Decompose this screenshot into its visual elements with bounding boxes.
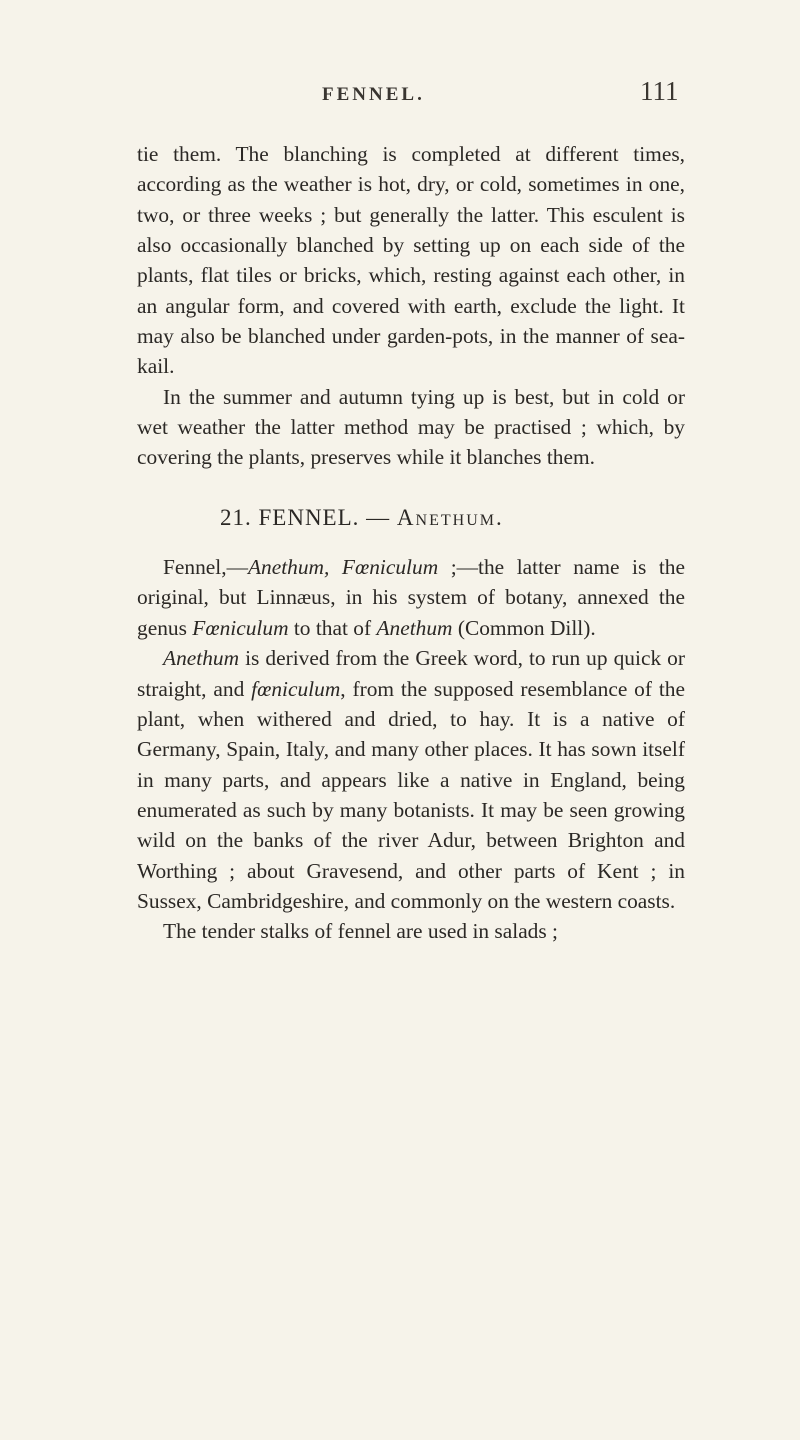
text-run: ;—the latter name is the original, but Linnæus, in his system of botany, annexed the genus — [137, 555, 685, 640]
latin-name: Anethum — [163, 646, 240, 671]
page-number: 111 — [640, 76, 679, 106]
paragraph-etymology — [137, 643, 685, 916]
section-heading-latin: Anethum. — [396, 504, 504, 530]
running-title: FENNEL. — [322, 84, 425, 105]
text-run: (Common Dill). — [452, 615, 596, 640]
running-head — [0, 76, 800, 116]
paragraph-fennel-names — [137, 552, 685, 643]
latin-name: fœniculum — [251, 676, 341, 701]
body-text — [137, 139, 685, 947]
text-run: is derived from the Greek word, to run up quick or straight, and — [137, 646, 685, 701]
latin-name: Fœniculum — [192, 615, 289, 640]
text-run: Fennel,— — [163, 555, 248, 580]
text-run: , from the supposed resemblance of the plant, when withered and dried, to hay. It is a native of Germany, Spain, Italy, and many other places. It has sown itself in many parts, and appears like a native in England, being enumerated as such by many botanists. It may be seen growing wild on the banks of the river Adur, between Brighton and Worthing ; about Gravesend, and other parts of Kent ; in Sussex, Cambridgeshire, and commonly on the western coasts. — [137, 676, 686, 913]
paragraph-tying: In the summer and autumn tying up is best, but in cold or wet weather the latter method may be practised ; which, by covering the plants, preserves while it blanches them. — [137, 384, 685, 470]
section-heading-title: 21. FENNEL. — — [220, 504, 391, 530]
section-heading — [137, 503, 685, 533]
latin-name: Anethum — [376, 615, 453, 640]
paragraph-uses: The tender stalks of fennel are used in salads ; — [163, 919, 558, 944]
paragraph-blanching: tie them. The blanching is completed at different times, according as the weather is hot, dry, or cold, sometimes in one, two, or three weeks ; but generally the latter. This esculent is also occasionally blanched by setting up on each side of the plants, flat tiles or bricks, which, resting against each other, in an angular form, and covered with earth, exclude the light. It may also be blanched under garden-pots, in the manner of sea-kail. — [137, 142, 685, 379]
text-run: to that of — [288, 615, 377, 640]
latin-name: Anethum, Fœniculum — [247, 555, 439, 580]
